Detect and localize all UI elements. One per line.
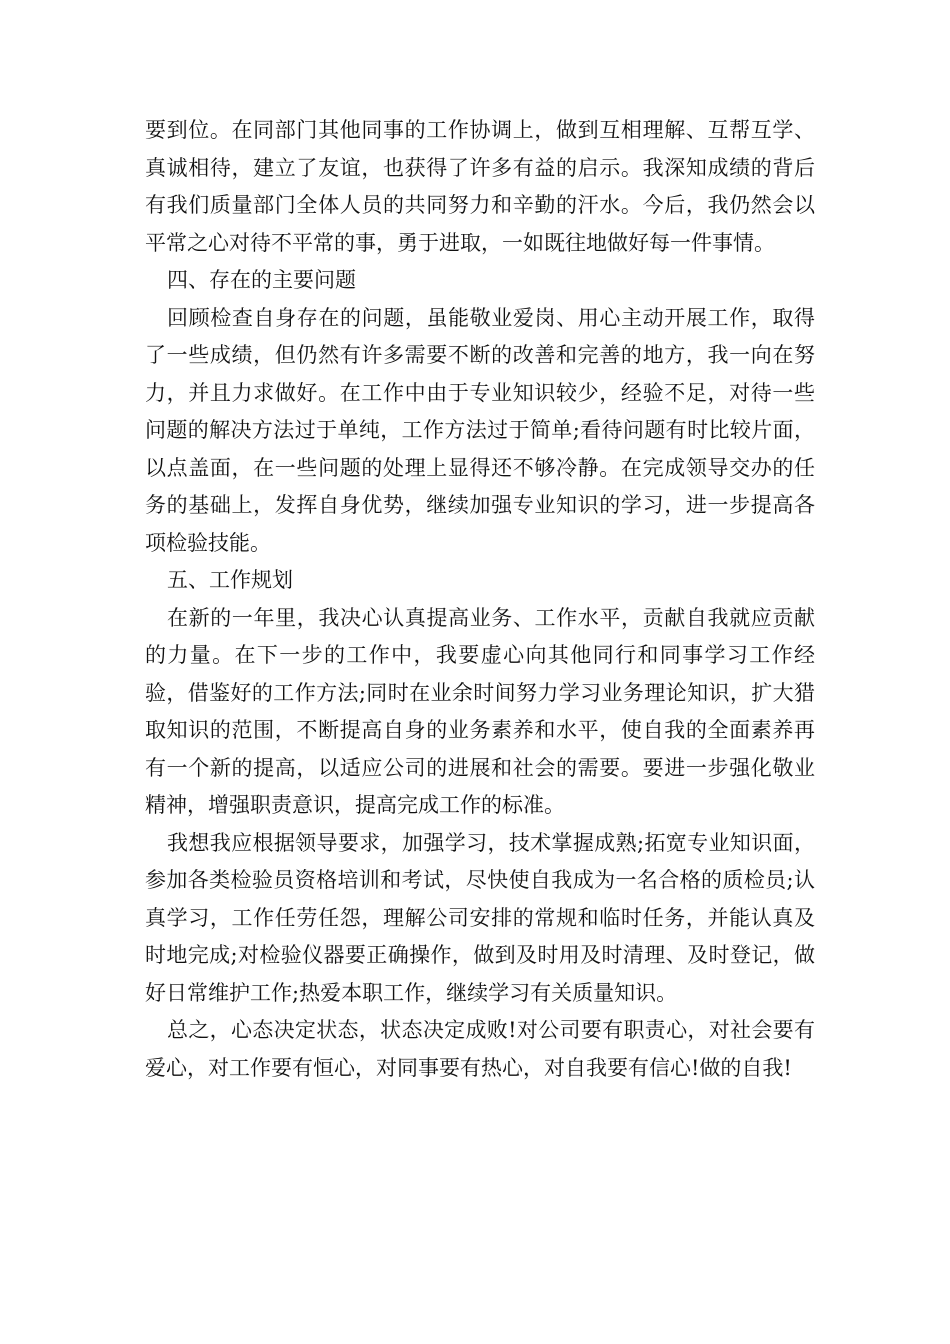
- paragraph-problems: 回顾检查自身存在的问题，虽能敬业爱岗、用心主动开展工作，取得了一些成绩，但仍然有许多需要不断的改善和完善的地方，我一向在努力，并且力求做好。在工作中由于专业知识较少，经验不足，对待一些问题的解决方法过于单纯，工作方法过于简单;看待问题有时比较片面，以点盖面，在一些问题的处理上显得还不够冷静。在完成领导交办的任务的基础上，发挥自身优势，继续加强专业知识的学习，进一步提高各项检验技能。: [145, 305, 815, 555]
- paragraph-plan: 在新的一年里，我决心认真提高业务、工作水平，贡献自我就应贡献的力量。在下一步的工作中，我要虚心向其他同行和同事学习工作经验，借鉴好的工作方法;同时在业余时间努力学习业务理论知识，扩大猎取知识的范围，不断提高自身的业务素养和水平，使自我的全面素养再有一个新的提高，以适应公司的进展和社会的需要。要进一步强化敬业精神，增强职责意识，提高完成工作的标准。: [145, 605, 815, 817]
- section-heading-work-plan: 五、工作规划: [167, 568, 293, 592]
- paragraph-plan-details: 我想我应根据领导要求，加强学习，技术掌握成熟;拓宽专业知识面，参加各类检验员资格培训和考试，尽快使自我成为一名合格的质检员;认真学习，工作任劳任怨，理解公司安排的常规和临时任务，并能认真及时地完成;对检验仪器要正确操作，做到及时用及时清理、及时登记，做好日常维护工作;热爱本职工作，继续学习有关质量知识。: [145, 830, 815, 1005]
- paragraph-conclusion: 总之，心态决定状态，状态决定成败!对公司要有职责心，对社会要有爱心，对工作要有恒心，对同事要有热心，对自我要有信心!做的自我!: [145, 1018, 815, 1080]
- paragraph-continuation: 要到位。在同部门其他同事的工作协调上，做到互相理解、互帮互学、真诚相待，建立了友谊，也获得了许多有益的启示。我深知成绩的背后有我们质量部门全体人员的共同努力和辛勤的汗水。今后，我仍然会以平常之心对待不平常的事，勇于进取，一如既往地做好每一件事情。: [145, 118, 815, 255]
- section-heading-main-problems: 四、存在的主要问题: [167, 268, 356, 292]
- document-body: [145, 112, 815, 1087]
